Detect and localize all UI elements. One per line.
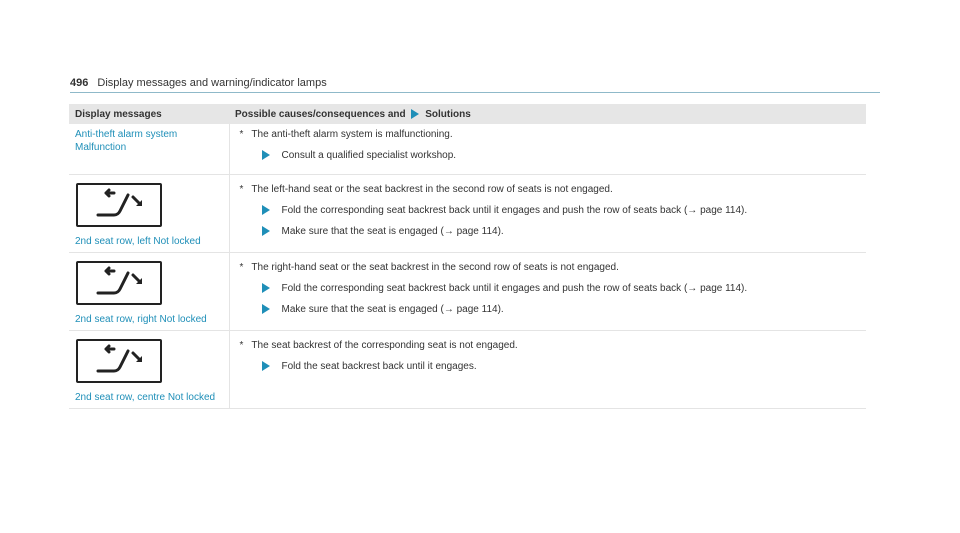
cause-text (236, 128, 861, 141)
table-header-row (69, 104, 866, 124)
display-message-text: 2nd seat row, right Not locked (75, 314, 207, 325)
solution-arrow-icon (411, 109, 419, 119)
page-section-title: Display messages and warning/indicator lamps (97, 77, 327, 89)
display-message-text: Anti-theft alarm system Malfunction (75, 129, 178, 153)
table-row (69, 124, 866, 175)
action-arrow-icon (262, 304, 270, 314)
cause-description: The right-hand seat or the seat backrest in the second row of seats is not engaged. (251, 262, 619, 273)
solution-step (262, 282, 861, 295)
solution-cell (229, 253, 866, 331)
message-cell (69, 331, 229, 409)
cause-text (236, 339, 861, 352)
solution-step (262, 225, 861, 238)
solution-step-text: Fold the corresponding seat backrest back until it engages and push the row of seats back (→ page 114). (281, 205, 748, 216)
cause-text (236, 183, 861, 196)
display-messages-table (69, 104, 866, 409)
solution-step-text: Make sure that the seat is engaged (→ page 114). (281, 226, 504, 237)
cause-marker: * (239, 129, 244, 140)
cause-description: The seat backrest of the corresponding seat is not engaged. (251, 340, 518, 351)
page-number: 496 (70, 77, 89, 89)
solution-step (262, 360, 861, 373)
column-header-causes (229, 104, 866, 124)
display-message-text: 2nd seat row, centre Not locked (75, 392, 216, 403)
solution-step-text: Fold the corresponding seat backrest back until it engages and push the row of seats back (→ page 114). (281, 283, 748, 294)
action-arrow-icon (262, 283, 270, 293)
header-divider (70, 92, 880, 93)
action-arrow-icon (262, 205, 270, 215)
cause-marker: * (239, 340, 244, 351)
solutions-label: Solutions (425, 108, 471, 120)
cause-marker: * (239, 262, 244, 273)
action-arrow-icon (262, 361, 270, 371)
solution-cell (229, 175, 866, 253)
solution-step-text: Make sure that the seat is engaged (→ page 114). (281, 304, 504, 315)
cause-description: The anti-theft alarm system is malfunctioning. (251, 129, 453, 140)
seat-backrest-icon (76, 261, 162, 305)
cause-marker: * (239, 184, 244, 195)
action-arrow-icon (262, 226, 270, 236)
cause-text (236, 261, 861, 274)
seat-backrest-icon (76, 183, 162, 227)
solution-step-text: Fold the seat backrest back until it engages. (281, 361, 477, 372)
column-header-messages: Display messages (69, 104, 229, 124)
action-arrow-icon (262, 150, 270, 160)
solution-cell (229, 124, 866, 175)
solution-step (262, 303, 861, 316)
message-cell (69, 175, 229, 253)
causes-label: Possible causes/consequences and (235, 108, 406, 120)
table-row (69, 175, 866, 253)
message-cell (69, 124, 229, 175)
table-row (69, 253, 866, 331)
solution-cell (229, 331, 866, 409)
solution-step-text: Consult a qualified specialist workshop. (281, 150, 457, 161)
seat-backrest-icon (76, 339, 162, 383)
solution-step (262, 149, 861, 162)
message-cell (69, 253, 229, 331)
cause-description: The left-hand seat or the seat backrest in the second row of seats is not engaged. (251, 184, 613, 195)
table-row (69, 331, 866, 409)
solution-step (262, 204, 861, 217)
page-header (70, 77, 327, 89)
display-message-text: 2nd seat row, left Not locked (75, 236, 201, 247)
